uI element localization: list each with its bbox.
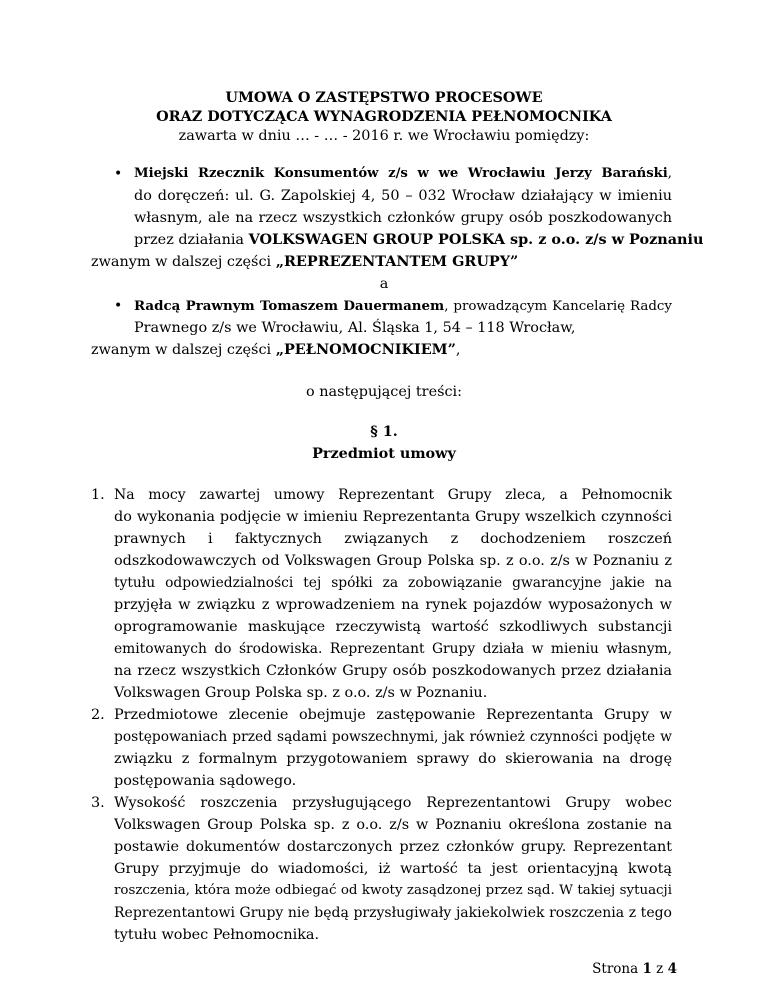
- item-2-line: postępowania sądowego.: [114, 773, 297, 789]
- item-2-line: postępowaniach przed sądami powszechnymi, jak również czynności podjęte w: [114, 729, 672, 745]
- item-1-line: prawnych i faktycznych związanych z dochodzeniem roszczeń: [114, 531, 672, 547]
- party2-line-2: Prawnego z/s we Wrocławiu, Al. Śląska 1, 54 – 118 Wrocław,: [134, 320, 576, 336]
- conjunction: a: [379, 276, 389, 292]
- title-line-2: ORAZ DOTYCZĄCA WYNAGRODZENIA PEŁNOMOCNIKA: [156, 108, 612, 125]
- item-3-line: Wysokość roszczenia przysługującego Reprezentantowi Grupy wobec: [114, 795, 672, 811]
- item-2-number: 2.: [91, 707, 105, 723]
- intro-line: o następującej treści:: [306, 384, 462, 400]
- party1-line-1: Miejski Rzecznik Konsumentów z/s w we Wrocławiu Jerzy Barański,: [134, 166, 672, 181]
- party2-bullet: •: [114, 298, 123, 314]
- item-1-line: emitowanych do środowiska. Reprezentant Grupy działa w mieniu własnym,: [114, 641, 672, 657]
- item-1-line: Na mocy zawartej umowy Reprezentant Grupy zleca, a Pełnomocnik: [114, 487, 672, 503]
- item-2-line: związku z formalnym przygotowaniem sprawy do skierowania na drogę: [114, 751, 672, 767]
- party2-line-1: Radcą Prawnym Tomaszem Dauermanem, prowadzącym Kancelarię Radcy: [134, 298, 672, 314]
- item-2-line: Przedmiotowe zlecenie obejmuje zastępowanie Reprezentanta Grupy w: [114, 707, 672, 723]
- item-1-line: oprogramowanie maskujące rzeczywistą wartość szkodliwych substancji: [114, 619, 672, 635]
- party1-line-3: własnym, ale na rzecz wszystkich członków grupy osób poszkodowanych: [134, 210, 672, 226]
- item-1-line: przyjęła w związku z wprowadzeniem na rynek pojazdów wyposażonych w: [114, 597, 672, 613]
- section-number: § 1.: [370, 423, 398, 440]
- party1-line-5: zwanym w dalszej części „REPREZENTANTEM GRUPY”: [91, 253, 519, 270]
- item-1-line: na rzecz wszystkich Członków Grupy osób poszkodowanych przez działania: [114, 663, 672, 679]
- party1-line-2: do doręczeń: ul. G. Zapolskiej 4, 50 – 032 Wrocław działający w imieniu: [134, 188, 672, 204]
- item-1-line: do wykonania podjęcie w imieniu Reprezentanta Grupy wszelkich czynności: [114, 509, 672, 525]
- item-1-line: tytułu odpowiedzialności tej spółki za zobowiązanie gwarancyjne jakie na: [114, 575, 672, 591]
- title-date-line: zawarta w dniu … - … - 2016 r. we Wrocławiu pomiędzy:: [178, 128, 590, 144]
- item-3-line: tytułu wobec Pełnomocnika.: [114, 927, 320, 943]
- party2-line-3: zwanym w dalszej części „PEŁNOMOCNIKIEM”,: [91, 341, 461, 358]
- party1-line-4: przez działania VOLKSWAGEN GROUP POLSKA sp. z o.o. z/s w Poznaniu: [134, 231, 704, 248]
- item-3-line: Volkswagen Group Polska sp. z o.o. z/s w Poznaniu określona zostanie na: [114, 817, 672, 833]
- party1-bullet: •: [114, 166, 123, 182]
- item-1-number: 1.: [91, 487, 105, 503]
- item-3-line: Grupy przyjmuje do wiadomości, iż wartość ta jest orientacyjną kwotą: [114, 861, 672, 877]
- item-3-line: roszczenia, która może odbiegać od kwoty zasądzonej przez sąd. W takiej sytuacji: [114, 883, 672, 898]
- section-title: Przedmiot umowy: [312, 445, 456, 462]
- page-number: Strona 1 z 4: [592, 961, 677, 977]
- title-line-1: UMOWA O ZASTĘPSTWO PROCESOWE: [225, 89, 543, 106]
- item-1-line: Volkswagen Group Polska sp. z o.o. z/s w Poznaniu.: [114, 685, 488, 701]
- item-1-line: odszkodowawczych od Volkswagen Group Polska sp. z o.o. z/s w Poznaniu z: [114, 553, 672, 569]
- item-3-number: 3.: [91, 795, 105, 811]
- item-3-line: Reprezentantowi Grupy nie będą przysługiwały jakiekolwiek roszczenia z tego: [114, 905, 672, 921]
- item-3-line: postawie dokumentów dostarczonych przez członków grupy. Reprezentant: [114, 839, 672, 855]
